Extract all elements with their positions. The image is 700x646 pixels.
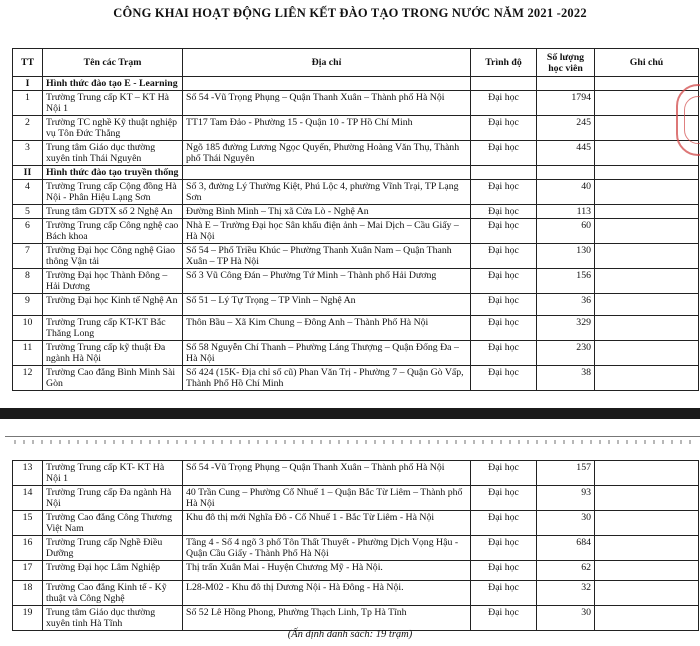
section-title: Hình thức đào tạo truyền thống [43,166,183,180]
section-empty-cell [537,77,595,91]
row-note [595,461,699,486]
row-address: Đường Bình Minh – Thị xã Cửa Lò - Nghệ An [183,205,471,219]
row-address: Số 3 Vũ Công Đán – Phường Tứ Minh – Thành phố Hải Dương [183,269,471,294]
row-address: Thị trấn Xuân Mai - Huyện Chương Mỹ - Hà Nội. [183,561,471,581]
row-note [595,536,699,561]
header-notes: Ghi chú [595,49,699,77]
table-row [13,486,699,511]
header-address: Địa chỉ [183,49,471,77]
table-row [13,205,699,219]
row-note [595,511,699,536]
row-tt: 19 [13,606,43,631]
row-address: Số 424 (15K- Địa chỉ số cũ) Phan Văn Trị - Phường 7 – Quận Gò Vấp, Thành Phố Hồ Chí Minh [183,366,471,391]
row-student-count: 93 [537,486,595,511]
row-address: Nhà E – Trường Đại học Sân khấu điện ảnh – Mai Dịch – Cầu Giấy – Hà Nội [183,219,471,244]
row-level: Đại học [471,219,537,244]
row-station-name: Trường Trung cấp kỹ thuật Đa ngành Hà Nội [43,341,183,366]
row-address: TT17 Tam Đảo - Phường 15 - Quận 10 - TP Hồ Chí Minh [183,116,471,141]
row-student-count: 113 [537,205,595,219]
row-note [595,606,699,631]
row-level: Đại học [471,561,537,581]
section-empty-cell [183,166,471,180]
table-row [13,536,699,561]
row-level: Đại học [471,141,537,166]
row-level: Đại học [471,244,537,269]
row-level: Đại học [471,269,537,294]
table-row [13,219,699,244]
row-tt: 16 [13,536,43,561]
row-tt: 15 [13,511,43,536]
row-address: Số 3, đường Lý Thường Kiệt, Phú Lộc 4, phường Vĩnh Trại, TP Lạng Sơn [183,180,471,205]
page-break-bar [0,408,700,419]
row-level: Đại học [471,536,537,561]
row-student-count: 156 [537,269,595,294]
row-tt: 13 [13,461,43,486]
row-student-count: 445 [537,141,595,166]
row-note [595,341,699,366]
table-row [13,91,699,116]
row-level: Đại học [471,316,537,341]
row-address: Số 51 – Lý Tự Trọng – TP Vinh – Nghệ An [183,294,471,316]
row-note [595,180,699,205]
section-empty-cell [537,166,595,180]
row-student-count: 230 [537,341,595,366]
row-address: L28-M02 - Khu đô thị Dương Nội - Hà Đông - Hà Nội. [183,581,471,606]
row-tt: 14 [13,486,43,511]
red-seal-stamp-inner [684,96,700,144]
row-station-name: Trường Đại học Lâm Nghiệp [43,561,183,581]
table-row [13,366,699,391]
row-note [595,486,699,511]
row-student-count: 157 [537,461,595,486]
row-student-count: 130 [537,244,595,269]
row-student-count: 38 [537,366,595,391]
table-row [13,180,699,205]
row-station-name: Trung tâm Giáo dục thường xuyên tỉnh Thái Nguyên [43,141,183,166]
table-row [13,141,699,166]
row-station-name: Trường Trung cấp KT-KT Bắc Thăng Long [43,316,183,341]
row-student-count: 1794 [537,91,595,116]
row-level: Đại học [471,205,537,219]
row-student-count: 329 [537,316,595,341]
header-tt: TT [13,49,43,77]
row-level: Đại học [471,486,537,511]
row-level: Đại học [471,366,537,391]
table-row [13,244,699,269]
row-station-name: Trường Trung cấp Đa ngành Hà Nội [43,486,183,511]
table-row [13,269,699,294]
row-tt: 17 [13,561,43,581]
row-address: Khu đô thị mới Nghĩa Đô - Cổ Nhuế 1 - Bắc Từ Liêm - Hà Nội [183,511,471,536]
section-empty-cell [471,166,537,180]
row-level: Đại học [471,180,537,205]
section-row [13,166,699,180]
row-tt: 2 [13,116,43,141]
row-note [595,366,699,391]
document-title: CÔNG KHAI HOẠT ĐỘNG LIÊN KẾT ĐÀO TẠO TRONG NƯỚC NĂM 2021 -2022 [113,6,587,20]
row-tt: 11 [13,341,43,366]
row-station-name: Trường Đại học Kinh tế Nghệ An [43,294,183,316]
row-student-count: 30 [537,511,595,536]
header-students: Số lượng học viên [537,49,595,77]
row-level: Đại học [471,511,537,536]
row-tt: 12 [13,366,43,391]
page-top-edge [5,436,700,437]
row-address: Ngõ 185 đường Lương Ngọc Quyến, Phường Hoàng Văn Thụ, Thành phố Thái Nguyên [183,141,471,166]
row-note [595,316,699,341]
table-row [13,606,699,631]
scan-artifact [14,440,694,444]
row-station-name: Trường Trung cấp Cộng đồng Hà Nội - Phân Hiệu Lạng Sơn [43,180,183,205]
section-row [13,77,699,91]
row-student-count: 684 [537,536,595,561]
row-address: Số 58 Nguyễn Chí Thanh – Phường Láng Thượng – Quận Đống Đa – Hà Nội [183,341,471,366]
row-level: Đại học [471,581,537,606]
row-note [595,244,699,269]
row-level: Đại học [471,606,537,631]
row-tt: 1 [13,91,43,116]
row-student-count: 245 [537,116,595,141]
row-address: Số 54 -Vũ Trọng Phụng – Quận Thanh Xuân – Thành phố Hà Nội [183,461,471,486]
row-tt: 8 [13,269,43,294]
section-roman: II [13,166,43,180]
row-station-name: Trường Trung cấp KT – KT Hà Nội 1 [43,91,183,116]
row-address: Tầng 4 - Số 4 ngõ 3 phố Tôn Thất Thuyết - Phường Dịch Vọng Hậu - Quận Cầu Giấy - Thành Phố Hà Nội [183,536,471,561]
row-level: Đại học [471,116,537,141]
section-empty-cell [471,77,537,91]
table-row [13,316,699,341]
row-level: Đại học [471,341,537,366]
row-address: Số 54 – Phố Triều Khúc – Phường Thanh Xuân Nam – Quận Thanh Xuân – TP Hà Nội [183,244,471,269]
row-station-name: Trường Đại học Thành Đông – Hải Dương [43,269,183,294]
row-student-count: 62 [537,561,595,581]
row-station-name: Trường Đại học Công nghệ Giao thông Vận tải [43,244,183,269]
stations-table [12,48,699,391]
row-note [595,219,699,244]
row-station-name: Trung tâm GDTX số 2 Nghệ An [43,205,183,219]
row-note [595,294,699,316]
table-row [13,561,699,581]
row-tt: 3 [13,141,43,166]
row-tt: 9 [13,294,43,316]
footer-note: (Ấn định danh sách: 19 trạm) [287,629,413,640]
row-tt: 4 [13,180,43,205]
row-student-count: 60 [537,219,595,244]
row-level: Đại học [471,461,537,486]
row-station-name: Trường Trung cấp KT- KT Hà Nội 1 [43,461,183,486]
stations-table-continued [12,460,699,631]
row-tt: 10 [13,316,43,341]
table-row [13,581,699,606]
table-row [13,511,699,536]
row-student-count: 36 [537,294,595,316]
row-station-name: Trường Trung cấp Nghề Điều Dưỡng [43,536,183,561]
row-level: Đại học [471,294,537,316]
row-tt: 6 [13,219,43,244]
row-note [595,205,699,219]
row-address: Thôn Bầu – Xã Kim Chung – Đông Anh – Thành Phố Hà Nội [183,316,471,341]
row-note [595,561,699,581]
row-address: Số 52 Lê Hồng Phong, Phường Thạch Linh, Tp Hà Tĩnh [183,606,471,631]
row-student-count: 30 [537,606,595,631]
row-address: Số 54 -Vũ Trọng Phụng – Quận Thanh Xuân – Thành phố Hà Nội [183,91,471,116]
table-row [13,294,699,316]
row-tt: 7 [13,244,43,269]
row-station-name: Trường Cao đẳng Bình Minh Sài Gòn [43,366,183,391]
row-note [595,269,699,294]
row-station-name: Trung tâm Giáo dục thường xuyên tỉnh Hà Tĩnh [43,606,183,631]
table-header-row [13,49,699,77]
row-student-count: 32 [537,581,595,606]
table-row [13,116,699,141]
row-student-count: 40 [537,180,595,205]
header-level: Trình độ [471,49,537,77]
section-empty-cell [595,166,699,180]
row-level: Đại học [471,91,537,116]
row-station-name: Trường Trung cấp Công nghệ cao Bách khoa [43,219,183,244]
row-station-name: Trường TC nghề Kỹ thuật nghiệp vụ Tôn Đức Thắng [43,116,183,141]
row-tt: 18 [13,581,43,606]
row-address: 40 Trần Cung – Phường Cổ Nhuế 1 – Quận Bắc Từ Liêm – Thành phố Hà Nội [183,486,471,511]
section-roman: I [13,77,43,91]
row-station-name: Trường Cao đẳng Công Thương Việt Nam [43,511,183,536]
header-station: Tên các Trạm [43,49,183,77]
row-note [595,581,699,606]
section-empty-cell [183,77,471,91]
table-row [13,341,699,366]
table-row [13,461,699,486]
row-station-name: Trường Cao đẳng Kinh tế - Kỹ thuật và Công Nghệ [43,581,183,606]
section-title: Hình thức đào tạo E - Learning [43,77,183,91]
row-tt: 5 [13,205,43,219]
